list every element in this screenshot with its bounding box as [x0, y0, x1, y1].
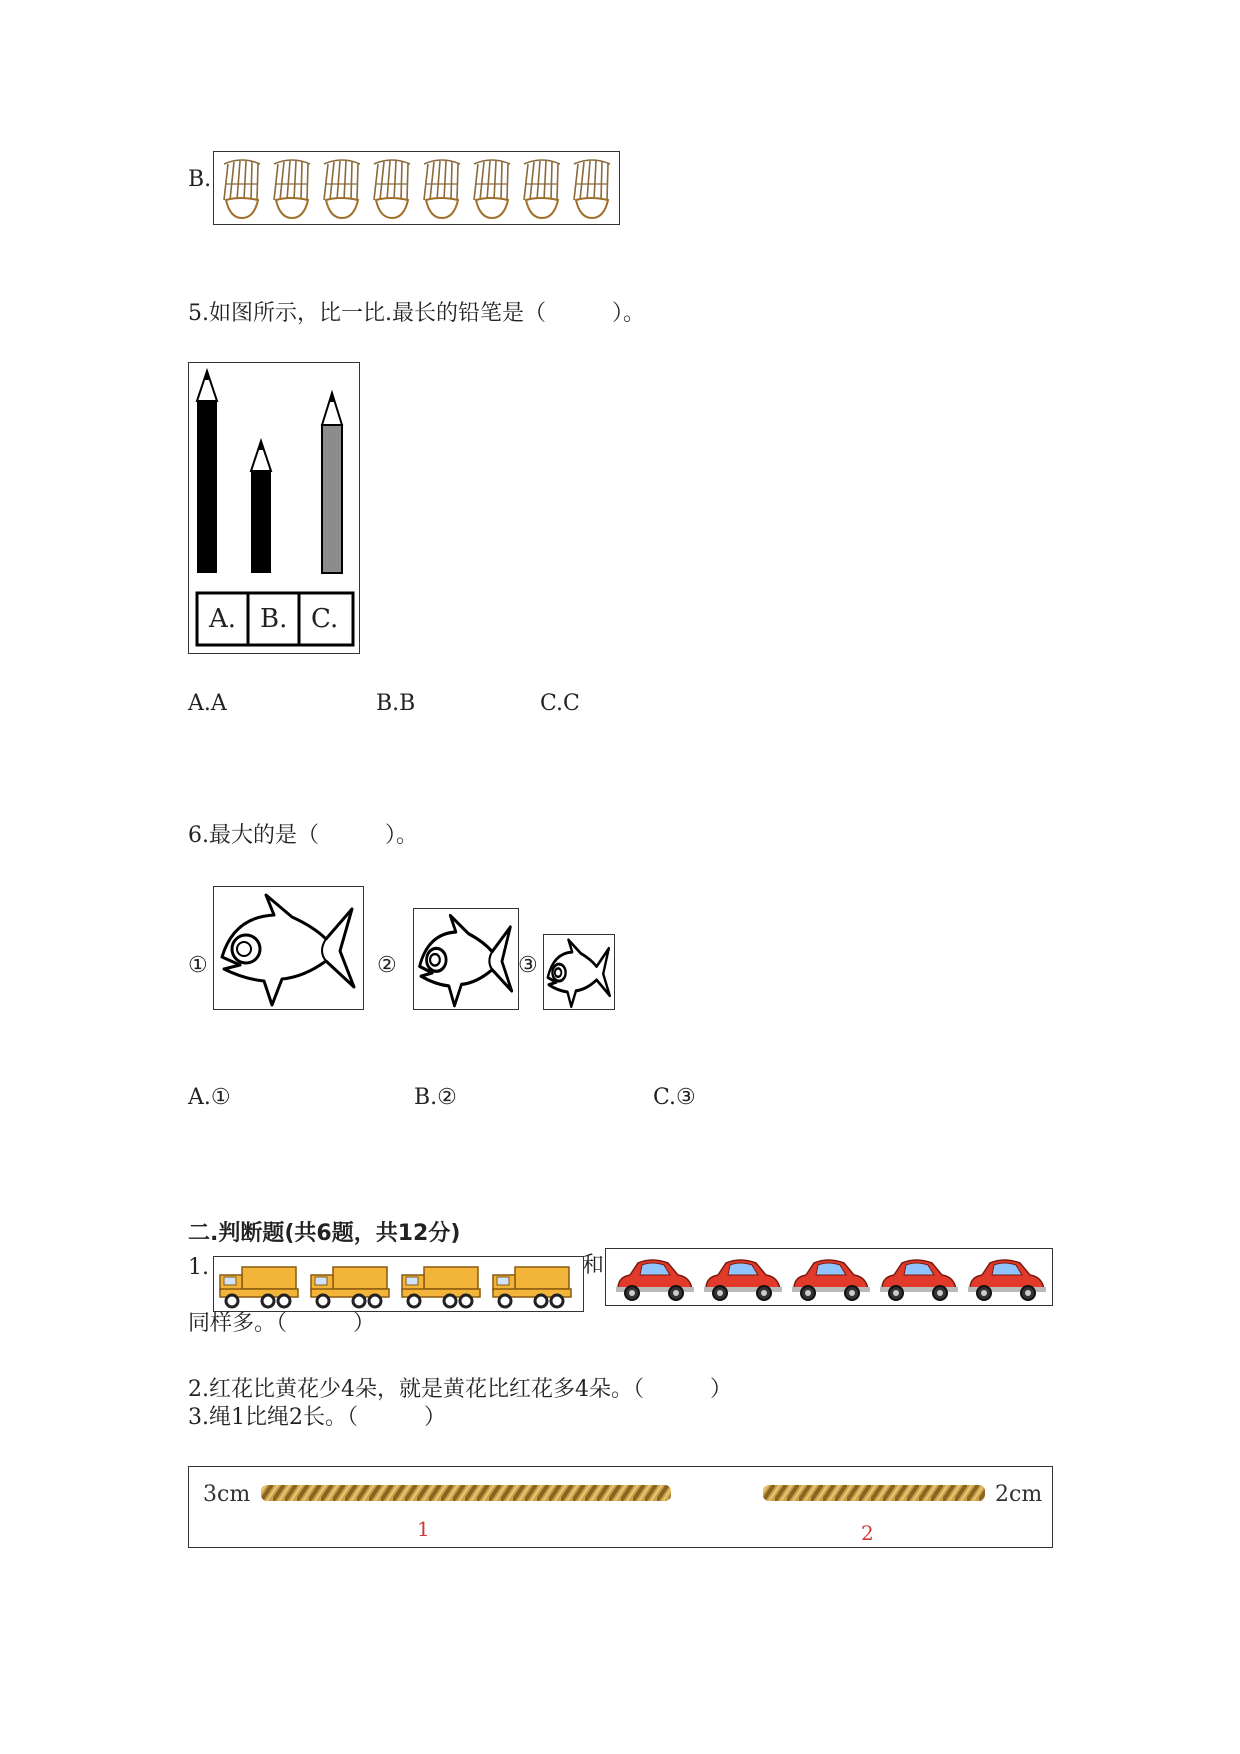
- ropes-image: [188, 1466, 1053, 1548]
- rope-1: [261, 1483, 681, 1505]
- q5-option-a[interactable]: A.A: [188, 691, 227, 716]
- car-icon: [792, 1260, 870, 1300]
- fish-marker-2: ②: [377, 953, 397, 978]
- judge-q2: 2.红花比黄花少4朵，就是黄花比红花多4朵。（ ）: [188, 1377, 732, 1402]
- car-icon: [880, 1260, 958, 1300]
- pencil-a: [197, 371, 217, 573]
- truck-icon: [402, 1267, 480, 1307]
- q6-question: 6.最大的是（ ）。: [188, 823, 418, 848]
- truck-icon: [220, 1267, 298, 1307]
- shuttlecock-icon: [474, 160, 510, 218]
- shuttlecock-icon: [274, 160, 310, 218]
- truck-row: [214, 1257, 583, 1311]
- fish-marker-1: ①: [188, 953, 208, 978]
- shuttlecock-icon: [424, 160, 460, 218]
- pencils-image: [188, 362, 360, 654]
- section-heading: 二.判断题(共6题，共12分): [188, 1221, 461, 1246]
- pencil-label-a: A.: [209, 604, 237, 634]
- q6-option-b[interactable]: B.②: [414, 1085, 457, 1110]
- car-icon: [616, 1260, 694, 1300]
- fish-medium-icon: [414, 909, 518, 1009]
- fish-marker-3: ③: [518, 953, 538, 978]
- car-row: [606, 1249, 1052, 1305]
- shuttlecock-icon: [224, 160, 260, 218]
- trucks-image: [213, 1256, 584, 1312]
- truck-icon: [311, 1267, 389, 1307]
- cars-image: [605, 1248, 1053, 1306]
- fish-image-small: [543, 934, 615, 1010]
- fish-image-large: [213, 886, 364, 1010]
- pencil-b: [251, 441, 271, 573]
- q4-option-b-label[interactable]: B.: [188, 167, 212, 192]
- pencil-label-b: B.: [260, 604, 288, 634]
- q5-option-c[interactable]: C.C: [540, 691, 580, 716]
- judge-q3: 3.绳1比绳2长。（ ）: [188, 1405, 446, 1430]
- rope-2-length: 2cm: [995, 1482, 1043, 1507]
- pencil-label-c: C.: [311, 604, 339, 634]
- rope-2: [763, 1483, 993, 1505]
- fish-image-medium: [413, 908, 519, 1010]
- judge-q1-and: 和: [582, 1253, 605, 1278]
- q5-question: 5.如图所示，比一比.最长的铅笔是（ ）。: [188, 301, 645, 326]
- car-icon: [968, 1260, 1046, 1300]
- shuttlecock-row: [214, 152, 619, 224]
- q6-option-c[interactable]: C.③: [653, 1085, 696, 1110]
- shuttlecock-icon: [524, 160, 560, 218]
- fish-small-icon: [544, 935, 614, 1009]
- shuttlecock-image: [213, 151, 620, 225]
- fish-large-icon: [214, 887, 363, 1009]
- pencil-c: [322, 393, 342, 573]
- shuttlecock-icon: [324, 160, 360, 218]
- rope-1-label: 1: [417, 1517, 430, 1541]
- rope-1-length: 3cm: [203, 1482, 251, 1507]
- rope-2-label: 2: [861, 1521, 874, 1545]
- q6-option-a[interactable]: A.①: [188, 1085, 231, 1110]
- shuttlecock-icon: [574, 160, 610, 218]
- q5-option-b[interactable]: B.B: [376, 691, 416, 716]
- shuttlecock-icon: [374, 160, 410, 218]
- car-icon: [704, 1260, 782, 1300]
- judge-q1-number: 1.: [188, 1255, 209, 1280]
- judge-q1-tail: 同样多。（ ）: [188, 1311, 376, 1336]
- truck-icon: [493, 1267, 571, 1307]
